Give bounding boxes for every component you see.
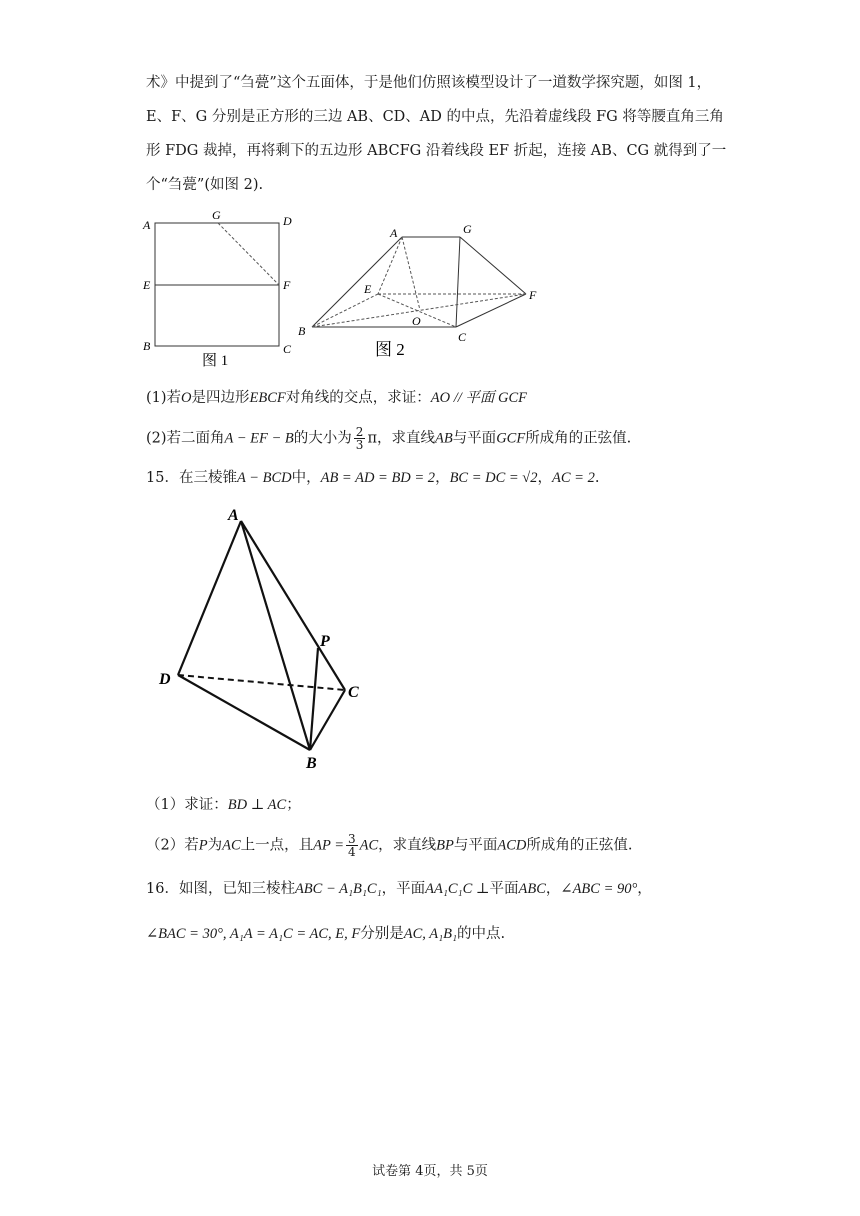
q14-p2-text-b: 的大小为 [293, 430, 352, 447]
q15-p2-line-bp: BP [436, 837, 454, 854]
q16-plane-2: ABC [518, 881, 546, 897]
q15-text-a: 在三棱锥 [178, 470, 237, 486]
q15-pyramid: A − BCD [236, 470, 292, 486]
fig1-label-f: F [283, 278, 291, 292]
q16-angle-abc: ∠ABC = 90° [560, 881, 638, 897]
q15-p1-end: ； [286, 797, 301, 813]
q15-p2-plane: ACD [497, 837, 527, 854]
q15-part-2 [146, 833, 633, 858]
fig1-label-a: A [143, 218, 151, 232]
q15-edge-cb [310, 690, 345, 750]
intro-line-3: 形 FDG 裁掉，再将剩下的五边形 ABCFG 沿着线段 EF 折起，连接 AB、CG 就得到了一 [146, 143, 727, 159]
q16-stem-line-1 [146, 879, 652, 899]
q15-p2-text-c: 上一点，且 [240, 837, 314, 854]
q15-p2-fraction [346, 833, 358, 858]
q14-p1-text-b: 是四边形 [191, 390, 250, 406]
q15-p2-frac-den: 4 [348, 845, 356, 859]
fig2-label-c: C [458, 330, 467, 344]
figure-1 [140, 205, 300, 370]
q14-p1-text-a: (1)若 [146, 390, 182, 406]
q16-number: 16． [146, 881, 179, 897]
q15-p2-text-b: 为 [207, 837, 223, 854]
q14-p2-text-e: 所成角的正弦值. [525, 430, 632, 447]
q14-part-2 [146, 426, 631, 451]
q16-text-f: 分别是 [360, 926, 404, 942]
q14-p1-text-c: 对角线的交点，求证： [285, 390, 431, 406]
q15-p2-frac-num: 3 [348, 832, 356, 846]
q15-end: . [594, 470, 600, 486]
q16-stem-line-2 [146, 924, 505, 944]
q15-p2-text-a: （2）若 [146, 837, 199, 854]
q14-p1-point-o: O [181, 390, 192, 406]
page-footer: 试卷第 4页，共 5页 [372, 1164, 488, 1179]
q15-p2-ac: AC [359, 837, 379, 854]
q16-text-c: 平面 [489, 881, 519, 897]
q16-text-b: ，平面 [381, 881, 426, 897]
q14-p2-text-d: 与平面 [452, 430, 497, 447]
q14-p2-plane: GCF [496, 430, 526, 447]
q15-dashed-dc [178, 675, 345, 690]
q14-p2-dihedral: A − EF − B [224, 430, 294, 447]
q15-number: 15． [146, 470, 179, 486]
q15-comma-1: ， [435, 470, 450, 486]
q15-cond-3: AC = 2 [552, 470, 595, 486]
q15-text-b: 中， [291, 470, 321, 486]
fig2-dashed-ae [378, 237, 402, 294]
q15-cond-2: BC = DC = √2 [449, 470, 538, 486]
fig1-label-d: D [283, 214, 292, 228]
q14-p2-frac-num: 2 [355, 425, 364, 439]
q15-edge-pb [310, 648, 318, 750]
q15-figure [150, 500, 380, 775]
q14-p1-quad: EBCF [249, 390, 286, 406]
q14-p2-line-ab: AB [434, 430, 453, 447]
q15-p2-text-e: 与平面 [453, 837, 498, 854]
q15-p2-text-d: ，求直线 [378, 837, 437, 854]
q16-text-d: ， [545, 881, 561, 897]
fig2-edge-gf [460, 237, 526, 294]
q16-prism: ABC − A₁B₁C₁ [294, 881, 382, 897]
q15-edge-ac [241, 521, 345, 690]
q15-label-p: P [320, 633, 330, 650]
q16-plane-1: AA₁C₁C ⊥ [425, 881, 490, 897]
intro-line-1: 术》中提到了“刍甍”这个五面体，于是他们仿照该模型设计了一道数学探究题，如图 1， [146, 75, 712, 91]
q16-text-e: ， [637, 881, 652, 897]
q15-comma-2: ， [537, 470, 553, 486]
q14-p2-text-a: (2)若二面角 [146, 430, 225, 447]
q15-cond-1: AB = AD = BD = 2 [320, 470, 436, 486]
q15-p1-text: （1）求证： [146, 797, 228, 813]
q15-label-b: B [306, 755, 317, 772]
intro-line-2: E、F、G 分别是正方形的三边 AB、CD、AD 的中点，先沿着虚线段 FG 将等腰直角三角 [146, 109, 724, 125]
intro-line-4: 个“刍甍”(如图 2). [146, 177, 264, 193]
q15-label-a: A [228, 507, 239, 524]
fig1-label-b: B [143, 339, 151, 353]
fig2-caption: 图 2 [375, 340, 405, 359]
fig2-edge-ab [312, 237, 402, 327]
q14-p2-fraction [354, 426, 366, 451]
figure-2 [290, 215, 555, 365]
fig2-edge-gc [456, 237, 460, 327]
q16-segments: AC, A₁B₁ [403, 926, 458, 942]
fig2-label-g: G [463, 222, 472, 236]
q15-label-d: D [159, 671, 171, 688]
q16-conditions: ∠BAC = 30°, A₁A = A₁C = AC, E, F [146, 926, 361, 942]
q15-stem [146, 468, 599, 488]
fig1-label-c: C [283, 342, 292, 356]
fig2-label-b: B [298, 324, 306, 338]
fig2-label-o: O [412, 314, 421, 328]
q14-p2-text-c: ，求直线 [376, 430, 435, 447]
q15-p2-text-f: 所成角的正弦值. [526, 837, 633, 854]
fig2-label-e: E [364, 282, 372, 296]
q15-p2-point-p: P [198, 837, 208, 854]
q14-p2-frac-den: 3 [355, 438, 364, 452]
fig2-dashed-ao [402, 237, 420, 310]
q15-p1-claim: BD ⊥ AC [227, 797, 287, 813]
q15-edge-ad [178, 521, 241, 675]
q16-text-a: 如图，已知三棱柱 [178, 881, 295, 897]
q14-p1-claim: AO // 平面 GCF [430, 390, 528, 406]
q14-part-1 [146, 388, 527, 408]
fig2-label-f: F [529, 288, 537, 302]
q15-part-1 [146, 795, 301, 815]
q15-p2-segment-ac: AC [222, 837, 241, 854]
q16-text-g: 的中点. [457, 926, 506, 942]
q15-label-c: C [348, 684, 359, 701]
fig1-label-g: G [212, 208, 221, 222]
fig1-caption: 图 1 [202, 353, 229, 369]
fig1-dashed-gf [218, 223, 279, 285]
fig2-label-a: A [390, 226, 398, 240]
q15-p2-ap: AP = [313, 837, 344, 854]
fig2-dashed-eb [312, 294, 378, 327]
fig1-label-e: E [143, 278, 151, 292]
q14-p2-pi: π [367, 430, 377, 447]
